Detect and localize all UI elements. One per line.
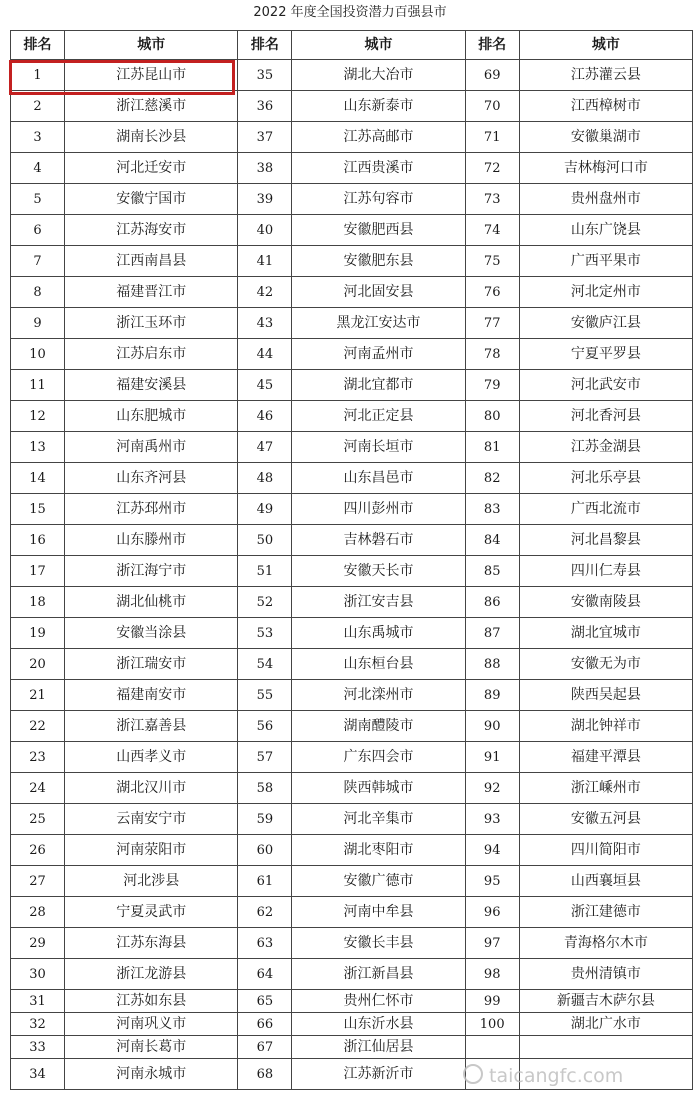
table-row	[11, 370, 693, 401]
city-cell: 江西贵溪市	[292, 153, 465, 184]
rank-header: 排名	[238, 31, 292, 60]
watermark-text: taicangfc.com	[489, 1065, 624, 1087]
city-cell: 安徽庐江县	[519, 308, 692, 339]
rank-cell: 88	[465, 649, 519, 680]
city-cell: 河南永城市	[65, 1059, 238, 1090]
city-cell: 河南中牟县	[292, 897, 465, 928]
city-cell: 浙江龙游县	[65, 959, 238, 990]
city-cell: 浙江新昌县	[292, 959, 465, 990]
rank-cell: 81	[465, 432, 519, 463]
city-cell: 江苏海安市	[65, 215, 238, 246]
rank-cell: 93	[465, 804, 519, 835]
city-cell: 河北昌黎县	[519, 525, 692, 556]
city-cell: 新疆吉木萨尔县	[519, 990, 692, 1013]
rank-cell: 49	[238, 494, 292, 525]
table-body	[11, 60, 693, 1090]
rank-cell: 85	[465, 556, 519, 587]
table-row	[11, 1013, 693, 1036]
city-cell: 云南安宁市	[65, 804, 238, 835]
rank-cell: 38	[238, 153, 292, 184]
city-cell: 江苏东海县	[65, 928, 238, 959]
rank-header: 排名	[465, 31, 519, 60]
rank-cell: 79	[465, 370, 519, 401]
city-cell: 山东滕州市	[65, 525, 238, 556]
city-cell: 四川仁寿县	[519, 556, 692, 587]
table-row	[11, 556, 693, 587]
rank-cell: 39	[238, 184, 292, 215]
rank-cell: 83	[465, 494, 519, 525]
table-row	[11, 928, 693, 959]
rank-cell: 16	[11, 525, 65, 556]
city-cell: 吉林梅河口市	[519, 153, 692, 184]
table-row	[11, 91, 693, 122]
rank-cell: 55	[238, 680, 292, 711]
rank-cell: 20	[11, 649, 65, 680]
rank-cell: 25	[11, 804, 65, 835]
rank-cell: 96	[465, 897, 519, 928]
rank-cell: 77	[465, 308, 519, 339]
rank-cell: 58	[238, 773, 292, 804]
rank-cell: 54	[238, 649, 292, 680]
city-cell: 贵州清镇市	[519, 959, 692, 990]
city-cell: 广东四会市	[292, 742, 465, 773]
city-cell: 福建安溪县	[65, 370, 238, 401]
rank-cell: 12	[11, 401, 65, 432]
rank-cell: 62	[238, 897, 292, 928]
city-cell: 河北滦州市	[292, 680, 465, 711]
rank-cell: 78	[465, 339, 519, 370]
city-cell: 陕西韩城市	[292, 773, 465, 804]
city-cell: 湖北汉川市	[65, 773, 238, 804]
rank-cell: 43	[238, 308, 292, 339]
rank-cell: 24	[11, 773, 65, 804]
watermark	[463, 1064, 623, 1088]
city-cell: 山东禹城市	[292, 618, 465, 649]
rank-cell: 7	[11, 246, 65, 277]
rank-cell: 69	[465, 60, 519, 91]
rank-cell: 15	[11, 494, 65, 525]
city-header: 城市	[292, 31, 465, 60]
city-cell: 安徽南陵县	[519, 587, 692, 618]
city-cell: 宁夏平罗县	[519, 339, 692, 370]
table-row	[11, 432, 693, 463]
rank-cell: 40	[238, 215, 292, 246]
city-cell: 浙江仙居县	[292, 1036, 465, 1059]
city-cell: 湖北宜都市	[292, 370, 465, 401]
rank-cell: 59	[238, 804, 292, 835]
city-cell: 吉林磐石市	[292, 525, 465, 556]
table-row	[11, 649, 693, 680]
rank-cell: 53	[238, 618, 292, 649]
city-cell: 山东沂水县	[292, 1013, 465, 1036]
city-cell: 河北正定县	[292, 401, 465, 432]
table-row	[11, 618, 693, 649]
city-cell: 河北定州市	[519, 277, 692, 308]
city-cell: 安徽肥东县	[292, 246, 465, 277]
rank-cell: 75	[465, 246, 519, 277]
city-header: 城市	[519, 31, 692, 60]
city-cell: 山东新泰市	[292, 91, 465, 122]
rank-cell: 37	[238, 122, 292, 153]
rank-cell: 72	[465, 153, 519, 184]
table-row	[11, 339, 693, 370]
rank-cell: 56	[238, 711, 292, 742]
city-cell: 河北固安县	[292, 277, 465, 308]
rank-cell: 33	[11, 1036, 65, 1059]
rank-cell: 50	[238, 525, 292, 556]
table-row	[11, 401, 693, 432]
table-row	[11, 246, 693, 277]
city-cell: 湖北大冶市	[292, 60, 465, 91]
rank-cell: 41	[238, 246, 292, 277]
table-row	[11, 525, 693, 556]
rank-cell: 97	[465, 928, 519, 959]
table-header-row	[11, 31, 693, 60]
city-cell: 福建平潭县	[519, 742, 692, 773]
city-cell: 河北迁安市	[65, 153, 238, 184]
rank-cell: 14	[11, 463, 65, 494]
table-row	[11, 897, 693, 928]
city-header: 城市	[65, 31, 238, 60]
rank-cell: 11	[11, 370, 65, 401]
table-row	[11, 215, 693, 246]
city-cell: 广西平果市	[519, 246, 692, 277]
rank-cell: 18	[11, 587, 65, 618]
rank-cell: 71	[465, 122, 519, 153]
rank-cell: 92	[465, 773, 519, 804]
rank-cell: 47	[238, 432, 292, 463]
table-row	[11, 959, 693, 990]
city-cell: 安徽当涂县	[65, 618, 238, 649]
city-cell: 湖南醴陵市	[292, 711, 465, 742]
city-cell: 江苏金湖县	[519, 432, 692, 463]
rank-cell: 26	[11, 835, 65, 866]
city-cell: 贵州盘州市	[519, 184, 692, 215]
city-cell: 浙江嵊州市	[519, 773, 692, 804]
city-cell: 河南巩义市	[65, 1013, 238, 1036]
city-cell: 湖北广水市	[519, 1013, 692, 1036]
rank-cell: 74	[465, 215, 519, 246]
city-cell: 贵州仁怀市	[292, 990, 465, 1013]
table-row	[11, 773, 693, 804]
rank-cell: 46	[238, 401, 292, 432]
rank-cell: 22	[11, 711, 65, 742]
city-cell: 河南长垣市	[292, 432, 465, 463]
city-cell: 宁夏灵武市	[65, 897, 238, 928]
city-cell: 广西北流市	[519, 494, 692, 525]
city-cell: 浙江嘉善县	[65, 711, 238, 742]
city-cell: 安徽巢湖市	[519, 122, 692, 153]
city-cell: 安徽无为市	[519, 649, 692, 680]
rank-cell: 35	[238, 60, 292, 91]
rank-cell: 91	[465, 742, 519, 773]
ranking-table	[10, 30, 693, 1090]
rank-cell: 87	[465, 618, 519, 649]
city-cell: 河北乐亭县	[519, 463, 692, 494]
city-cell: 山东齐河县	[65, 463, 238, 494]
city-cell: 安徽宁国市	[65, 184, 238, 215]
city-cell: 河北武安市	[519, 370, 692, 401]
rank-cell: 67	[238, 1036, 292, 1059]
city-cell: 四川彭州市	[292, 494, 465, 525]
table-row	[11, 494, 693, 525]
city-cell: 江西南昌县	[65, 246, 238, 277]
rank-cell: 6	[11, 215, 65, 246]
rank-cell: 68	[238, 1059, 292, 1090]
city-cell: 安徽五河县	[519, 804, 692, 835]
city-cell: 安徽肥西县	[292, 215, 465, 246]
table-row	[11, 866, 693, 897]
rank-cell: 28	[11, 897, 65, 928]
table-row	[11, 1036, 693, 1059]
page-title: 2022 年度全国投资潜力百强县市	[253, 5, 447, 20]
city-cell: 江苏邳州市	[65, 494, 238, 525]
rank-cell: 3	[11, 122, 65, 153]
rank-cell: 100	[465, 1013, 519, 1036]
rank-cell: 66	[238, 1013, 292, 1036]
rank-cell: 73	[465, 184, 519, 215]
city-cell: 浙江玉环市	[65, 308, 238, 339]
city-cell: 江苏昆山市	[65, 60, 238, 91]
rank-cell: 76	[465, 277, 519, 308]
table-row	[11, 835, 693, 866]
rank-cell: 42	[238, 277, 292, 308]
table-row	[11, 742, 693, 773]
city-cell: 江苏新沂市	[292, 1059, 465, 1090]
city-cell: 江苏如东县	[65, 990, 238, 1013]
rank-cell: 52	[238, 587, 292, 618]
city-cell: 河南禹州市	[65, 432, 238, 463]
city-cell: 河北辛集市	[292, 804, 465, 835]
city-cell: 江西樟树市	[519, 91, 692, 122]
city-cell: 安徽广德市	[292, 866, 465, 897]
rank-cell: 30	[11, 959, 65, 990]
city-cell: 湖北钟祥市	[519, 711, 692, 742]
city-cell: 山西襄垣县	[519, 866, 692, 897]
city-cell: 河北香河县	[519, 401, 692, 432]
table-row	[11, 308, 693, 339]
rank-cell: 89	[465, 680, 519, 711]
rank-cell: 95	[465, 866, 519, 897]
table-row	[11, 680, 693, 711]
city-cell: 浙江慈溪市	[65, 91, 238, 122]
rank-cell: 44	[238, 339, 292, 370]
city-cell: 江苏高邮市	[292, 122, 465, 153]
rank-cell: 32	[11, 1013, 65, 1036]
rank-cell: 10	[11, 339, 65, 370]
city-cell	[519, 1036, 692, 1059]
rank-cell: 86	[465, 587, 519, 618]
table-row	[11, 277, 693, 308]
rank-cell: 80	[465, 401, 519, 432]
rank-cell: 90	[465, 711, 519, 742]
rank-cell: 36	[238, 91, 292, 122]
rank-cell: 45	[238, 370, 292, 401]
rank-cell: 98	[465, 959, 519, 990]
city-cell: 青海格尔木市	[519, 928, 692, 959]
city-cell: 浙江建德市	[519, 897, 692, 928]
rank-cell: 27	[11, 866, 65, 897]
rank-cell: 84	[465, 525, 519, 556]
city-cell: 山东桓台县	[292, 649, 465, 680]
rank-header: 排名	[11, 31, 65, 60]
city-cell: 黑龙江安达市	[292, 308, 465, 339]
city-cell: 湖北宜城市	[519, 618, 692, 649]
city-cell: 浙江安吉县	[292, 587, 465, 618]
rank-cell: 57	[238, 742, 292, 773]
rank-cell: 1	[11, 60, 65, 91]
city-cell: 山东广饶县	[519, 215, 692, 246]
city-cell: 福建晋江市	[65, 277, 238, 308]
rank-cell: 82	[465, 463, 519, 494]
rank-cell: 8	[11, 277, 65, 308]
rank-cell: 13	[11, 432, 65, 463]
rank-cell: 64	[238, 959, 292, 990]
rank-cell: 51	[238, 556, 292, 587]
rank-cell: 2	[11, 91, 65, 122]
city-cell: 浙江瑞安市	[65, 649, 238, 680]
city-cell: 江苏句容市	[292, 184, 465, 215]
table-row	[11, 804, 693, 835]
rank-cell: 23	[11, 742, 65, 773]
table-row	[11, 587, 693, 618]
city-cell: 江苏启东市	[65, 339, 238, 370]
rank-cell: 94	[465, 835, 519, 866]
rank-cell: 34	[11, 1059, 65, 1090]
city-cell: 山东肥城市	[65, 401, 238, 432]
city-cell: 河南孟州市	[292, 339, 465, 370]
city-cell: 江苏灌云县	[519, 60, 692, 91]
city-cell: 四川简阳市	[519, 835, 692, 866]
rank-cell: 19	[11, 618, 65, 649]
city-cell: 河南长葛市	[65, 1036, 238, 1059]
table-row	[11, 711, 693, 742]
rank-cell: 17	[11, 556, 65, 587]
table-row	[11, 153, 693, 184]
table-row	[11, 122, 693, 153]
city-cell: 安徽天长市	[292, 556, 465, 587]
rank-cell: 9	[11, 308, 65, 339]
rank-cell: 31	[11, 990, 65, 1013]
city-cell: 河南荥阳市	[65, 835, 238, 866]
city-cell: 福建南安市	[65, 680, 238, 711]
city-cell: 湖北仙桃市	[65, 587, 238, 618]
rank-cell: 60	[238, 835, 292, 866]
rank-cell: 5	[11, 184, 65, 215]
table-row	[11, 60, 693, 91]
city-cell: 河北涉县	[65, 866, 238, 897]
rank-cell: 29	[11, 928, 65, 959]
city-cell: 山东昌邑市	[292, 463, 465, 494]
rank-cell: 4	[11, 153, 65, 184]
city-cell: 湖北枣阳市	[292, 835, 465, 866]
city-cell: 浙江海宁市	[65, 556, 238, 587]
rank-cell: 65	[238, 990, 292, 1013]
city-cell: 陕西吴起县	[519, 680, 692, 711]
rank-cell: 99	[465, 990, 519, 1013]
city-cell: 安徽长丰县	[292, 928, 465, 959]
rank-cell	[465, 1036, 519, 1059]
table-row	[11, 990, 693, 1013]
watermark-logo-icon	[463, 1064, 483, 1084]
rank-cell: 63	[238, 928, 292, 959]
table-row	[11, 184, 693, 215]
table-row	[11, 463, 693, 494]
rank-cell: 70	[465, 91, 519, 122]
city-cell: 山西孝义市	[65, 742, 238, 773]
rank-cell: 21	[11, 680, 65, 711]
rank-cell: 61	[238, 866, 292, 897]
rank-cell: 48	[238, 463, 292, 494]
city-cell: 湖南长沙县	[65, 122, 238, 153]
